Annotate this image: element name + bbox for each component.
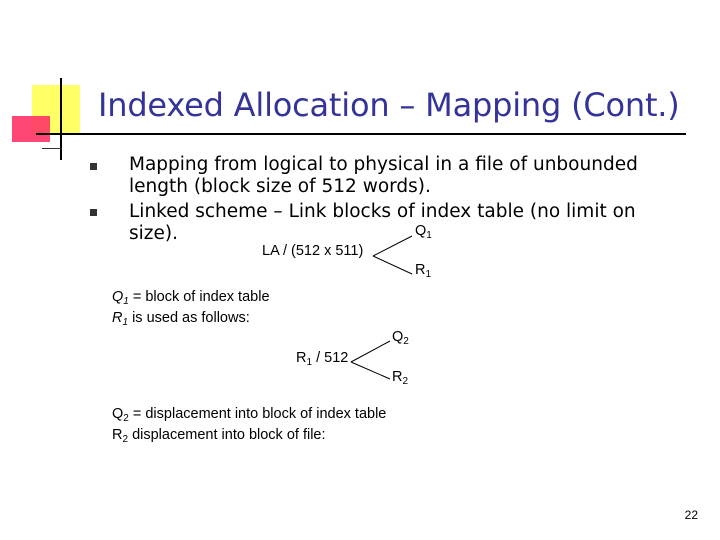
- r1-definition: $R_1$ is used as follows:: [112, 310, 250, 328]
- page-number: 22: [684, 508, 698, 522]
- slide-title: Indexed Allocation – Mapping (Cont.): [98, 86, 680, 124]
- decor-red-square: [12, 116, 50, 142]
- diagram1-branch-lines: [370, 230, 420, 280]
- diagram1-quotient: $Q_1$: [415, 223, 432, 241]
- decor-small-line: [42, 148, 62, 149]
- bullet-marker: [90, 163, 97, 170]
- diagram1-expression: LA / (512 x 511): [262, 243, 364, 259]
- q2-definition: $Q_2$ = displacement into block of index table: [112, 406, 387, 424]
- q1-definition: $Q_1$ = block of index table: [112, 289, 270, 307]
- diagram2-remainder: $R_2$: [392, 369, 409, 387]
- diagram1-remainder: $R_1$: [415, 262, 432, 280]
- bullet-marker: [90, 209, 97, 216]
- diagram2-quotient: $Q_2$: [392, 329, 409, 347]
- bullet-2-line-2: size).: [129, 223, 178, 244]
- r2-definition: $R_2$ displacement into block of file:: [112, 427, 326, 445]
- bullet-2-line-1: Linked scheme – Link blocks of index table (no limit on: [129, 201, 636, 222]
- title-divider: [36, 133, 686, 135]
- diagram2-branch-lines: [348, 335, 398, 385]
- bullet-1-line-1: Mapping from logical to physical in a file of unbounded: [129, 154, 638, 175]
- diagram2-expression: $R_1 / 512$: [296, 350, 349, 368]
- bullet-1-line-2: length (block size of 512 words).: [129, 176, 431, 197]
